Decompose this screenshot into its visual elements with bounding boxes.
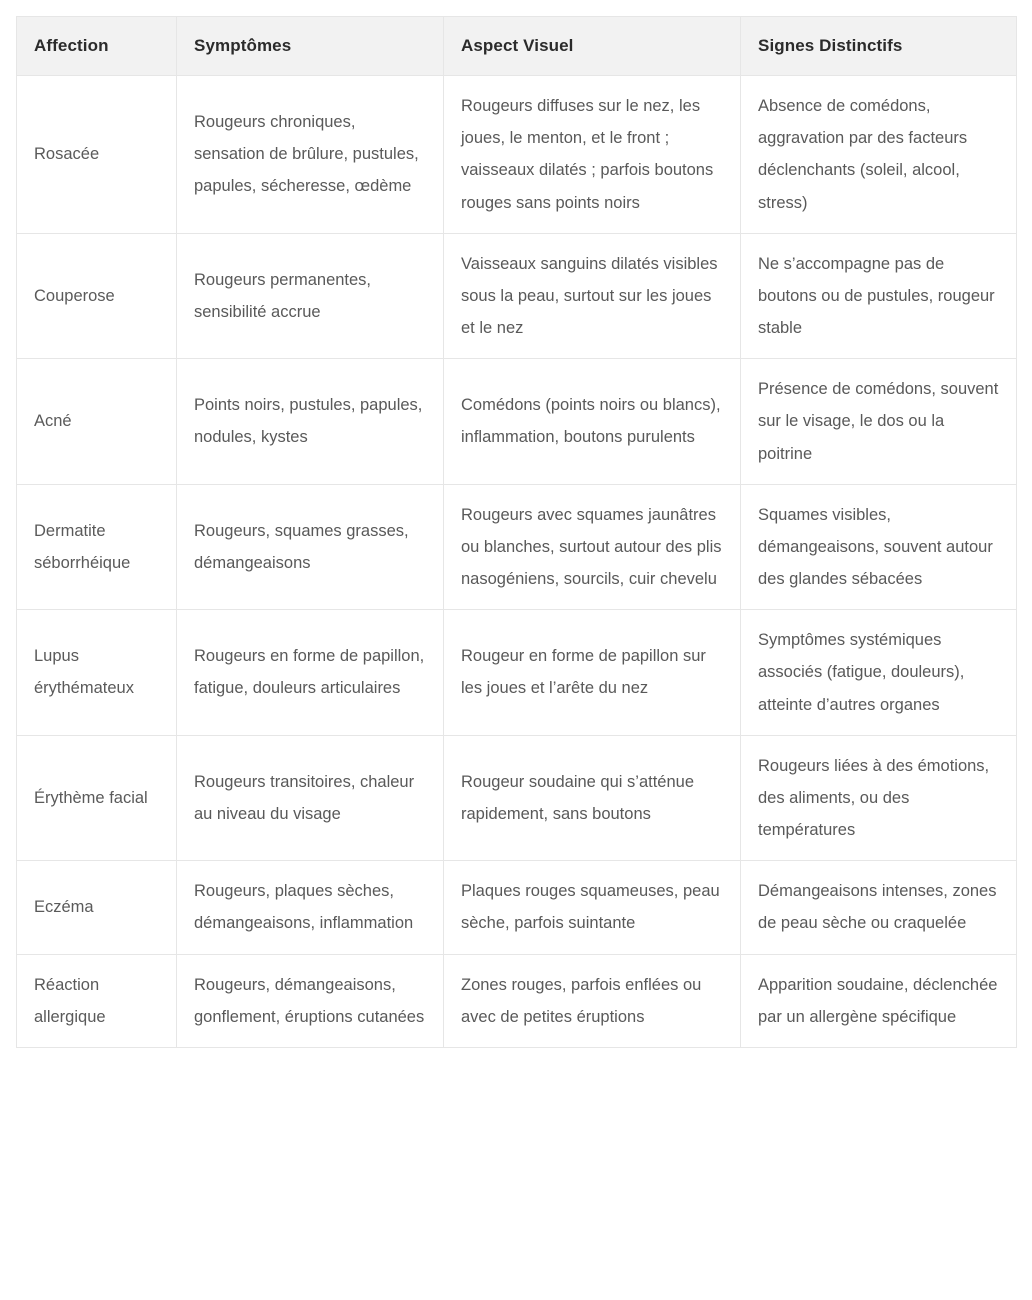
cell-signes-distinctifs: Ne s’accompagne pas de boutons ou de pustules, rougeur stable xyxy=(741,233,1017,359)
cell-affection: Réaction allergique xyxy=(17,954,177,1047)
cell-symptomes: Rougeurs, squames grasses, démangeaisons xyxy=(177,484,444,610)
cell-aspect-visuel: Rougeurs avec squames jaunâtres ou blanches, surtout autour des plis nasogéniens, sourcils, cuir chevelu xyxy=(444,484,741,610)
column-header-affection[interactable]: Affection xyxy=(17,17,177,76)
table-row xyxy=(17,861,1017,954)
table-header-row xyxy=(17,17,1017,76)
cell-aspect-visuel: Comédons (points noirs ou blancs), inflammation, boutons purulents xyxy=(444,359,741,485)
cell-signes-distinctifs: Apparition soudaine, déclenchée par un allergène spécifique xyxy=(741,954,1017,1047)
cell-signes-distinctifs: Symptômes systémiques associés (fatigue, douleurs), atteinte d’autres organes xyxy=(741,610,1017,736)
table-row xyxy=(17,359,1017,485)
table-header xyxy=(17,17,1017,76)
cell-symptomes: Rougeurs, démangeaisons, gonflement, éruptions cutanées xyxy=(177,954,444,1047)
column-header-aspect-visuel[interactable]: Aspect Visuel xyxy=(444,17,741,76)
cell-affection: Eczéma xyxy=(17,861,177,954)
table-row xyxy=(17,76,1017,234)
cell-signes-distinctifs: Squames visibles, démangeaisons, souvent autour des glandes sébacées xyxy=(741,484,1017,610)
cell-symptomes: Points noirs, pustules, papules, nodules, kystes xyxy=(177,359,444,485)
cell-aspect-visuel: Plaques rouges squameuses, peau sèche, parfois suintante xyxy=(444,861,741,954)
cell-symptomes: Rougeurs permanentes, sensibilité accrue xyxy=(177,233,444,359)
cell-aspect-visuel: Zones rouges, parfois enflées ou avec de petites éruptions xyxy=(444,954,741,1047)
cell-affection: Rosacée xyxy=(17,76,177,234)
skin-conditions-comparison-table xyxy=(16,16,1017,1048)
cell-affection: Acné xyxy=(17,359,177,485)
cell-aspect-visuel: Rougeurs diffuses sur le nez, les joues, le menton, et le front ; vaisseaux dilatés ; parfois boutons rouges sans points noirs xyxy=(444,76,741,234)
cell-symptomes: Rougeurs, plaques sèches, démangeaisons, inflammation xyxy=(177,861,444,954)
cell-signes-distinctifs: Rougeurs liées à des émotions, des aliments, ou des températures xyxy=(741,735,1017,861)
table-row xyxy=(17,484,1017,610)
cell-aspect-visuel: Rougeur en forme de papillon sur les joues et l’arête du nez xyxy=(444,610,741,736)
column-header-symptomes[interactable]: Symptômes xyxy=(177,17,444,76)
table-row xyxy=(17,233,1017,359)
cell-signes-distinctifs: Démangeaisons intenses, zones de peau sèche ou craquelée xyxy=(741,861,1017,954)
cell-aspect-visuel: Vaisseaux sanguins dilatés visibles sous la peau, surtout sur les joues et le nez xyxy=(444,233,741,359)
table-row xyxy=(17,954,1017,1047)
table-row xyxy=(17,610,1017,736)
cell-symptomes: Rougeurs chroniques, sensation de brûlure, pustules, papules, sécheresse, œdème xyxy=(177,76,444,234)
cell-affection: Érythème facial xyxy=(17,735,177,861)
cell-signes-distinctifs: Absence de comédons, aggravation par des facteurs déclenchants (soleil, alcool, stress) xyxy=(741,76,1017,234)
cell-symptomes: Rougeurs en forme de papillon, fatigue, douleurs articulaires xyxy=(177,610,444,736)
cell-symptomes: Rougeurs transitoires, chaleur au niveau du visage xyxy=(177,735,444,861)
cell-aspect-visuel: Rougeur soudaine qui s’atténue rapidement, sans boutons xyxy=(444,735,741,861)
cell-affection: Lupus érythémateux xyxy=(17,610,177,736)
cell-affection: Dermatite séborrhéique xyxy=(17,484,177,610)
cell-signes-distinctifs: Présence de comédons, souvent sur le visage, le dos ou la poitrine xyxy=(741,359,1017,485)
cell-affection: Couperose xyxy=(17,233,177,359)
table-row xyxy=(17,735,1017,861)
table-body xyxy=(17,76,1017,1048)
column-header-signes-distinctifs[interactable]: Signes Distinctifs xyxy=(741,17,1017,76)
